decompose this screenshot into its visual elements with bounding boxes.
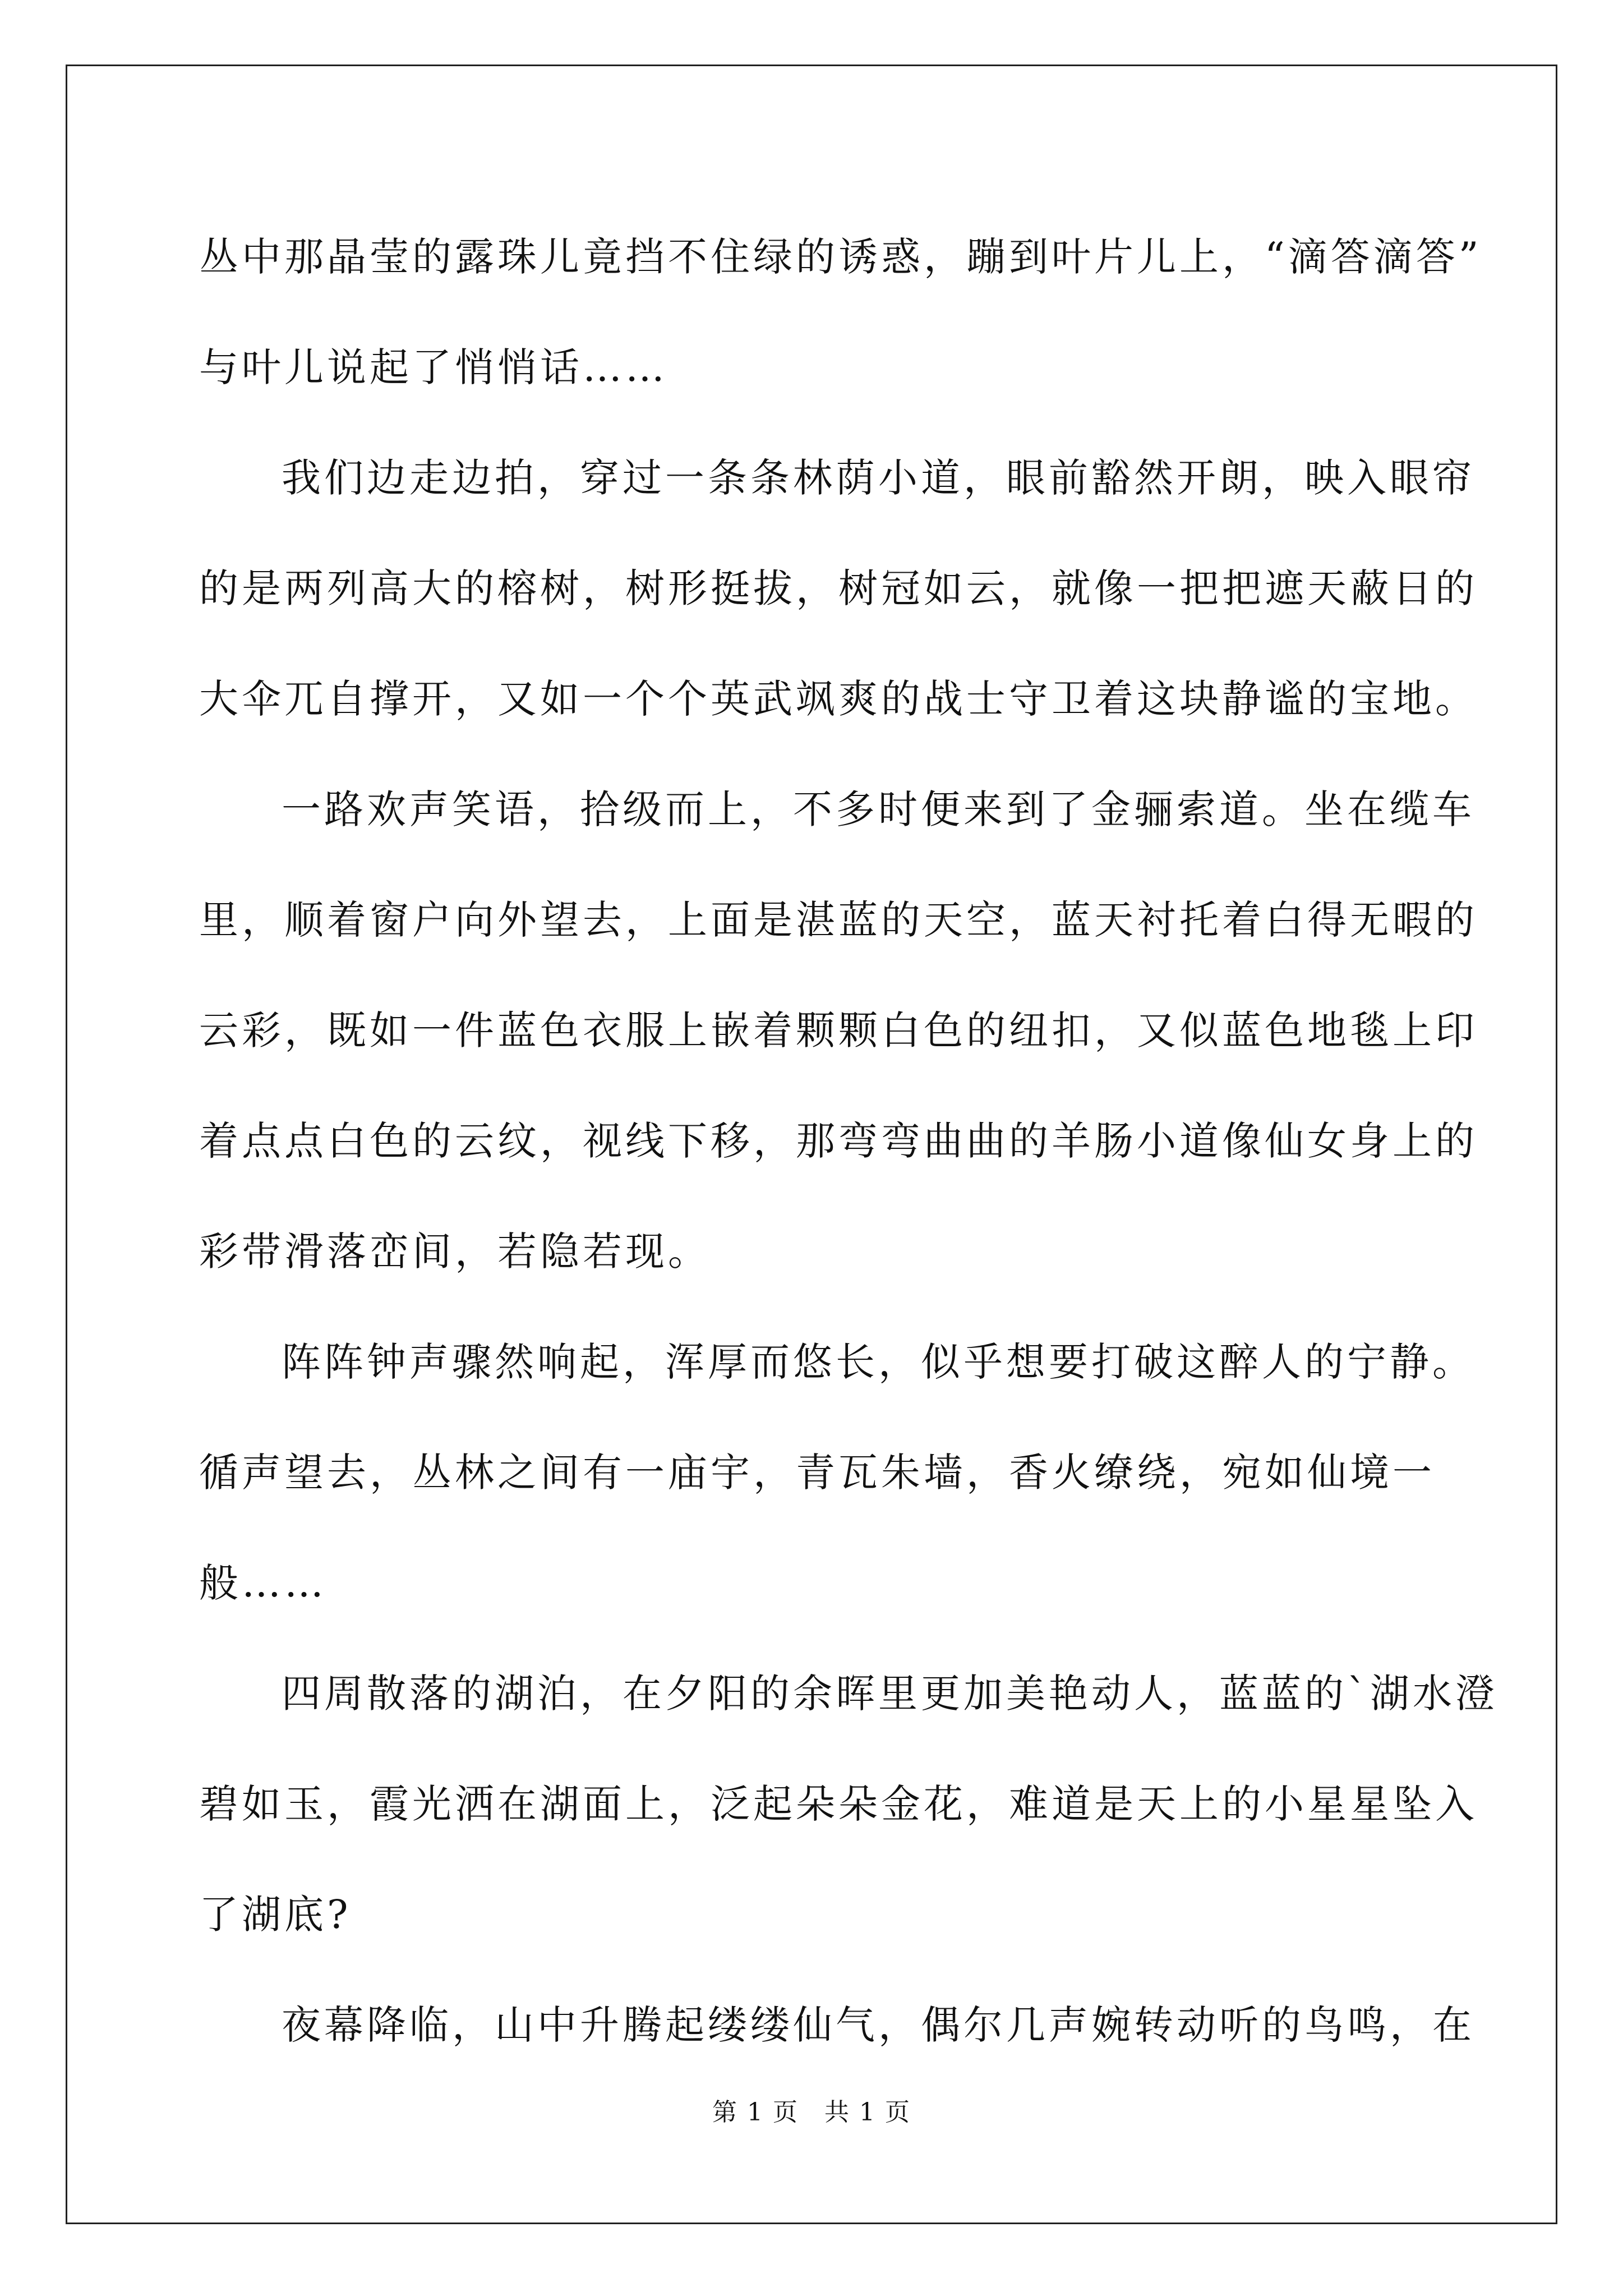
paragraph-start-line: 一路欢声笑语，拾级而上，不多时便来到了金骊索道。坐在缆车	[282, 786, 1475, 832]
text-line: 的是两列高大的榕树，树形挺拔，树冠如云，就像一把把遮天蔽日的	[199, 565, 1478, 611]
text-line: 云彩，既如一件蓝色衣服上嵌着颗颗白色的纽扣，又似蓝色地毯上印	[199, 1007, 1478, 1053]
paragraph-start-line: 阵阵钟声骤然响起，浑厚而悠长，似乎想要打破这醉人的宁静。	[282, 1339, 1475, 1385]
text-line: 着点点白色的云纹，视线下移，那弯弯曲曲的羊肠小道像仙女身上的	[199, 1118, 1478, 1164]
paragraph-start-line: 四周散落的湖泊，在夕阳的余晖里更加美艳动人，蓝蓝的`湖水澄	[282, 1671, 1498, 1717]
paragraph-start-line: 夜幕降临，山中升腾起缕缕仙气，偶尔几声婉转动听的鸟鸣，在	[282, 2002, 1475, 2048]
text-line: 里，顺着窗户向外望去，上面是湛蓝的天空，蓝天衬托着白得无暇的	[199, 897, 1478, 943]
text-line: 了湖底?	[199, 1892, 352, 1938]
text-line: 般……	[199, 1560, 327, 1606]
text-line: 彩带滑落峦间，若隐若现。	[199, 1228, 711, 1274]
document-body	[199, 202, 1498, 2081]
text-line: 大伞兀自撑开，又如一个个英武飒爽的战士守卫着这块静谧的宝地。	[199, 676, 1478, 722]
text-line: 丛中那晶莹的露珠儿竟挡不住绿的诱惑，蹦到叶片儿上，“滴答滴答”	[199, 234, 1482, 280]
text-line: 碧如玉，霞光洒在湖面上，泛起朵朵金花，难道是天上的小星星坠入	[199, 1781, 1478, 1827]
paragraph-start-line: 我们边走边拍，穿过一条条林荫小道，眼前豁然开朗，映入眼帘	[282, 455, 1475, 501]
text-line: 与叶儿说起了悄悄话……	[199, 344, 668, 390]
text-line: 循声望去，丛林之间有一庙宇，青瓦朱墙，香火缭绕，宛如仙境一	[199, 1450, 1435, 1496]
page-number-footer: 第 1 页 共 1 页	[712, 2098, 911, 2127]
